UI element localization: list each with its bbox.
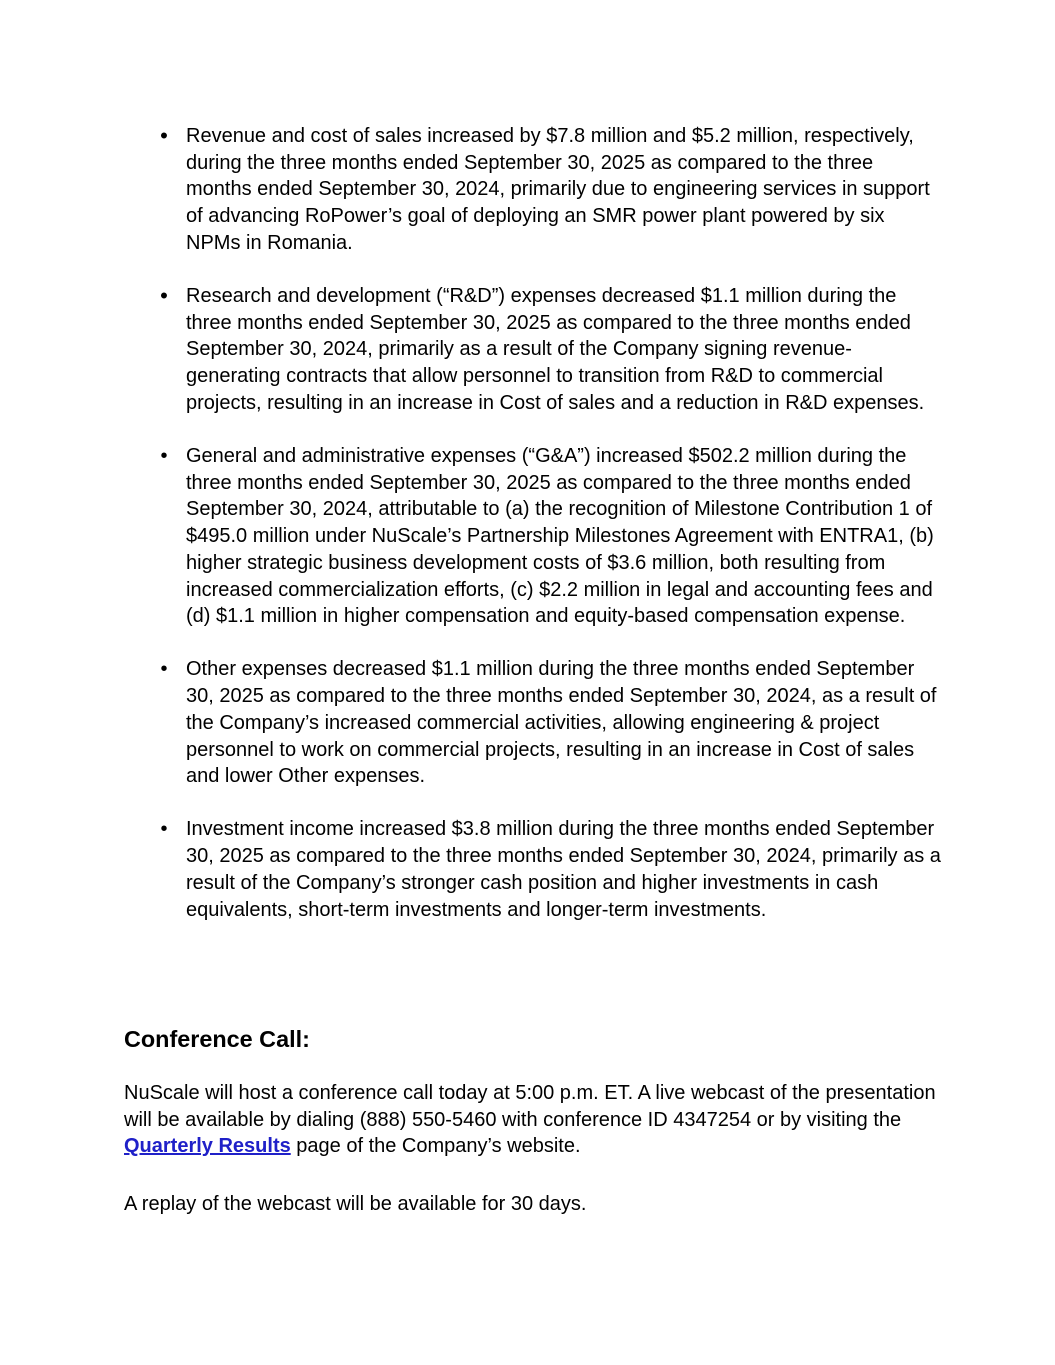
bullet-general-administrative bbox=[124, 443, 944, 630]
bullet-research-development bbox=[124, 283, 944, 417]
bullet-text: Revenue and cost of sales increased by $7.8 million and $5.2 million, respectively, during the three months ended September 30, 2025 as compared to the three months ended September 30, 2024, primarily due to engineering services in support of advancing RoPower’s goal of deploying an SMR power plant powered by six NPMs in Romania. bbox=[186, 125, 930, 254]
bullet-marker: • bbox=[160, 283, 168, 309]
bullet-text: Other expenses decreased $1.1 million during the three months ended September 30, 2025 as compared to the three months ended September 30, 2024, as a result of the Company’s increased commercial activities, allowing engineering & project personnel to work on commercial projects, resulting in an increase in Cost of sales and lower Other expenses. bbox=[186, 658, 937, 788]
bullet-marker: • bbox=[160, 818, 168, 841]
bullet-other-expenses bbox=[124, 656, 944, 790]
bullet-marker: • bbox=[160, 445, 168, 468]
replay-paragraph: A replay of the webcast will be available for 30 days. bbox=[124, 1193, 587, 1215]
conference-call-paragraph bbox=[124, 1080, 944, 1160]
conference-call-text-end: page of the Company’s website. bbox=[290, 1135, 581, 1158]
bullet-revenue bbox=[124, 123, 944, 257]
bullet-text: Investment income increased $3.8 million during the three months ended September 30, 2025 as compared to the three months ended September 30, 2024, primarily as a result of the Company’s stronger cash position and higher investments in cash equivalents, short-term investments and longer-term investments. bbox=[186, 818, 941, 921]
conference-call-heading: Conference Call: bbox=[124, 1026, 310, 1052]
bullet-text: General and administrative expenses (“G&A”) increased $502.2 million during the three months ended September 30, 2025 as compared to the three months ended September 30, 2024, attributable to (a) the recognition of Milestone Contribution 1 of $495.0 million under NuScale’s Partnership Milestones Agreement with ENTRA1, (b) higher strategic business development costs of $3.6 million, both resulting from increased commercialization efforts, (c) $2.2 million in legal and accounting fees and (d) $1.1 million in higher compensation and equity-based compensation expense. bbox=[186, 445, 934, 628]
bullet-marker: • bbox=[160, 658, 168, 681]
results-bullet-list bbox=[124, 123, 944, 950]
bullet-marker: • bbox=[160, 123, 168, 148]
bullet-text: Research and development (“R&D”) expenses decreased $1.1 million during the three months ended September 30, 2025 as compared to the three months ended September 30, 2024, primarily as a result of the Company signing revenue-generating contracts that allow personnel to transition from R&D to commercial projects, resulting in an increase in Cost of sales and a reduction in R&D expenses. bbox=[186, 285, 925, 414]
conference-call-text: NuScale will host a conference call today at 5:00 p.m. ET. A live webcast of the presentation will be available by dialing (888) 550-5460 with conference ID 4347254 or by visiting the bbox=[124, 1082, 936, 1131]
quarterly-results-link[interactable]: Quarterly Results bbox=[124, 1135, 291, 1158]
bullet-investment-income bbox=[124, 816, 944, 923]
